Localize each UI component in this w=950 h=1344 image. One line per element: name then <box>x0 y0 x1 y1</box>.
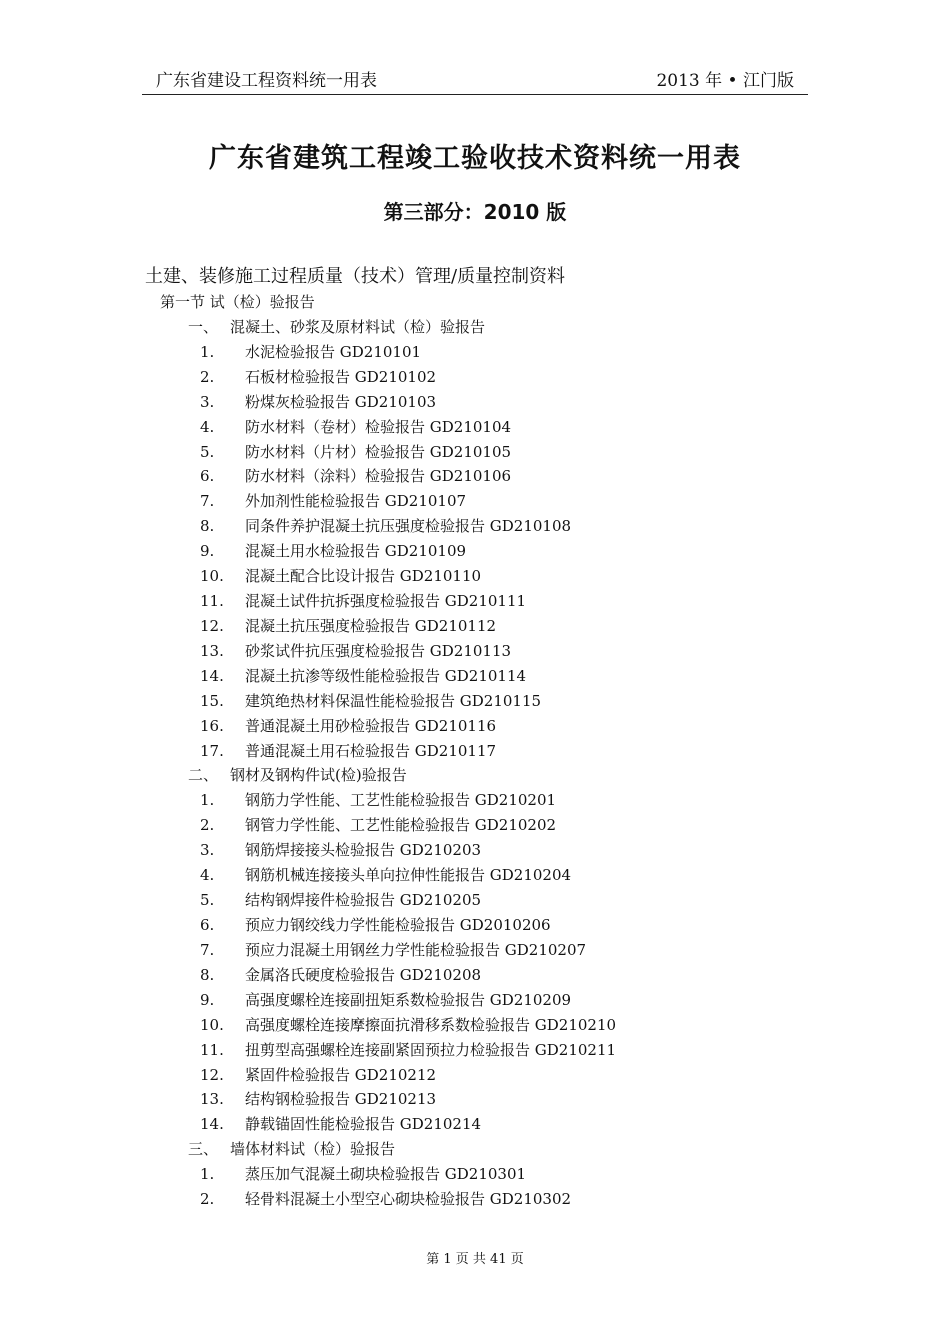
list-item <box>200 938 586 963</box>
list-item <box>200 863 571 888</box>
list-item <box>200 1087 436 1112</box>
list-item-number: 10. <box>200 567 224 586</box>
list-item-number: 12. <box>200 616 224 635</box>
list-item-text: 钢筋焊接接头检验报告 GD210203 <box>245 841 482 860</box>
list-item <box>200 639 511 664</box>
list-item-number: 7. <box>200 492 215 511</box>
group-heading-text: 墙体材料试（检）验报告 <box>230 1140 396 1159</box>
list-item <box>200 988 571 1013</box>
group-heading <box>188 1137 395 1162</box>
list-item-number: 8. <box>200 965 215 984</box>
group-heading <box>188 315 485 340</box>
group-heading-number: 三、 <box>188 1140 219 1159</box>
document-title: 广东省建筑工程竣工验收技术资料统一用表 <box>209 143 741 174</box>
list-item-text: 混凝土用水检验报告 GD210109 <box>245 542 467 561</box>
list-item-number: 2. <box>200 816 215 835</box>
list-item <box>200 390 436 415</box>
list-item-text: 轻骨料混凝土小型空心砌块检验报告 GD210302 <box>245 1190 572 1209</box>
list-item-text: 混凝土抗压强度检验报告 GD210112 <box>245 616 497 635</box>
list-item <box>200 739 496 764</box>
list-item-text: 钢筋力学性能、工艺性能检验报告 GD210201 <box>245 791 557 810</box>
list-item-number: 5. <box>200 442 215 461</box>
list-item-text: 外加剂性能检验报告 GD210107 <box>245 492 467 511</box>
list-item <box>200 415 511 440</box>
list-item-text: 结构钢焊接件检验报告 GD210205 <box>245 891 482 910</box>
list-item <box>200 1038 616 1063</box>
list-item-text: 粉煤灰检验报告 GD210103 <box>245 392 437 411</box>
list-item <box>200 1063 436 1088</box>
list-item-text: 同条件养护混凝土抗压强度检验报告 GD210108 <box>245 517 572 536</box>
list-item <box>200 1112 481 1137</box>
list-item-text: 扭剪型高强螺栓连接副紧固预拉力检验报告 GD210211 <box>245 1040 617 1059</box>
list-item <box>200 614 496 639</box>
group-heading-text: 混凝土、砂浆及原材料试（检）验报告 <box>230 317 486 336</box>
list-item <box>200 664 526 689</box>
list-item <box>200 788 556 813</box>
list-item-text: 砂浆试件抗压强度检验报告 GD210113 <box>245 641 512 660</box>
list-item-number: 2. <box>200 367 215 386</box>
list-item <box>200 1187 571 1212</box>
list-item-text: 防水材料（涂料）检验报告 GD210106 <box>245 467 512 486</box>
list-item-number: 4. <box>200 417 215 436</box>
list-item-text: 防水材料（卷材）检验报告 GD210104 <box>245 417 512 436</box>
header-left-text: 广东省建设工程资料统一用表 <box>156 71 377 91</box>
page-header <box>142 60 808 95</box>
list-item-text: 高强度螺栓连接副扭矩系数检验报告 GD210209 <box>245 990 572 1009</box>
list-item <box>200 564 481 589</box>
list-item-number: 14. <box>200 666 224 685</box>
chapter-heading: 第一节 试（检）验报告 <box>160 293 315 311</box>
list-item <box>200 464 511 489</box>
list-item <box>200 365 436 390</box>
list-item <box>200 963 481 988</box>
section-title: 土建、装修施工过程质量（技术）管理/质量控制资料 <box>145 266 566 287</box>
list-item-text: 预应力混凝土用钢丝力学性能检验报告 GD210207 <box>245 940 587 959</box>
list-item <box>200 1162 526 1187</box>
list-item <box>200 888 481 913</box>
list-item <box>200 714 496 739</box>
list-item <box>200 489 466 514</box>
list-item-text: 蒸压加气混凝土砌块检验报告 GD210301 <box>245 1165 527 1184</box>
list-item-number: 14. <box>200 1115 224 1134</box>
list-item-text: 混凝土配合比设计报告 GD210110 <box>245 567 482 586</box>
list-item-text: 结构钢检验报告 GD210213 <box>245 1090 437 1109</box>
list-item-text: 静载锚固性能检验报告 GD210214 <box>245 1115 482 1134</box>
list-item-number: 4. <box>200 866 215 885</box>
list-item-number: 3. <box>200 841 215 860</box>
list-item-number: 1. <box>200 1165 215 1184</box>
list-item-number: 13. <box>200 1090 224 1109</box>
list-item-text: 混凝土抗渗等级性能检验报告 GD210114 <box>245 666 527 685</box>
list-item-text: 建筑绝热材料保温性能检验报告 GD210115 <box>245 691 542 710</box>
document-subtitle: 第三部分：2010 版 <box>383 200 567 224</box>
list-item-number: 7. <box>200 940 215 959</box>
list-item-number: 15. <box>200 691 224 710</box>
list-item-text: 高强度螺栓连接摩擦面抗滑移系数检验报告 GD210210 <box>245 1015 617 1034</box>
list-item <box>200 813 556 838</box>
list-item-number: 6. <box>200 916 215 934</box>
list-item-text: 预应力钢绞线力学性能检验报告 GD2010206 <box>245 916 551 934</box>
list-item <box>200 514 571 539</box>
list-item <box>200 838 481 863</box>
list-item-number: 1. <box>200 791 215 810</box>
list-item-number: 17. <box>200 741 224 760</box>
list-item-number: 10. <box>200 1015 224 1034</box>
list-item-number: 8. <box>200 517 215 536</box>
list-item-number: 11. <box>200 1040 224 1059</box>
group-heading-number: 一、 <box>188 317 219 336</box>
list-item-number: 9. <box>200 990 215 1009</box>
list-item-number: 5. <box>200 891 215 910</box>
group-heading <box>188 763 407 788</box>
group-heading-text: 钢材及钢构件试(检)验报告 <box>230 766 407 785</box>
list-item-number: 9. <box>200 542 215 561</box>
list-item-text: 普通混凝土用砂检验报告 GD210116 <box>245 716 497 735</box>
list-item-number: 2. <box>200 1190 215 1209</box>
list-item-text: 金属洛氏硬度检验报告 GD210208 <box>245 965 482 984</box>
list-item <box>200 689 541 714</box>
list-item <box>200 440 511 465</box>
list-item-number: 12. <box>200 1065 224 1084</box>
list-item-text: 混凝土试件抗拆强度检验报告 GD210111 <box>245 592 527 611</box>
list-item-text: 钢筋机械连接接头单向拉伸性能报告 GD210204 <box>245 866 572 885</box>
list-item-text: 石板材检验报告 GD210102 <box>245 367 437 386</box>
list-item-text: 紧固件检验报告 GD210212 <box>245 1065 437 1084</box>
header-right-text: 2013 年 • 江门版 <box>656 71 794 91</box>
list-item-text: 钢管力学性能、工艺性能检验报告 GD210202 <box>245 816 557 835</box>
list-item <box>200 1013 616 1038</box>
list-item-text: 普通混凝土用石检验报告 GD210117 <box>245 741 497 760</box>
group-heading-number: 二、 <box>188 766 219 785</box>
list-item-text: 防水材料（片材）检验报告 GD210105 <box>245 442 512 461</box>
list-item-number: 6. <box>200 467 215 486</box>
list-item-text: 水泥检验报告 GD210101 <box>245 342 422 361</box>
list-item-number: 13. <box>200 641 224 660</box>
list-item-number: 3. <box>200 392 215 411</box>
list-item <box>200 539 466 564</box>
page-footer: 第 1 页 共 41 页 <box>426 1252 524 1267</box>
list-item-number: 11. <box>200 592 224 611</box>
list-item <box>200 913 551 938</box>
list-item-number: 16. <box>200 716 224 735</box>
list-item-number: 1. <box>200 342 215 361</box>
list-item <box>200 340 421 365</box>
list-item <box>200 589 526 614</box>
